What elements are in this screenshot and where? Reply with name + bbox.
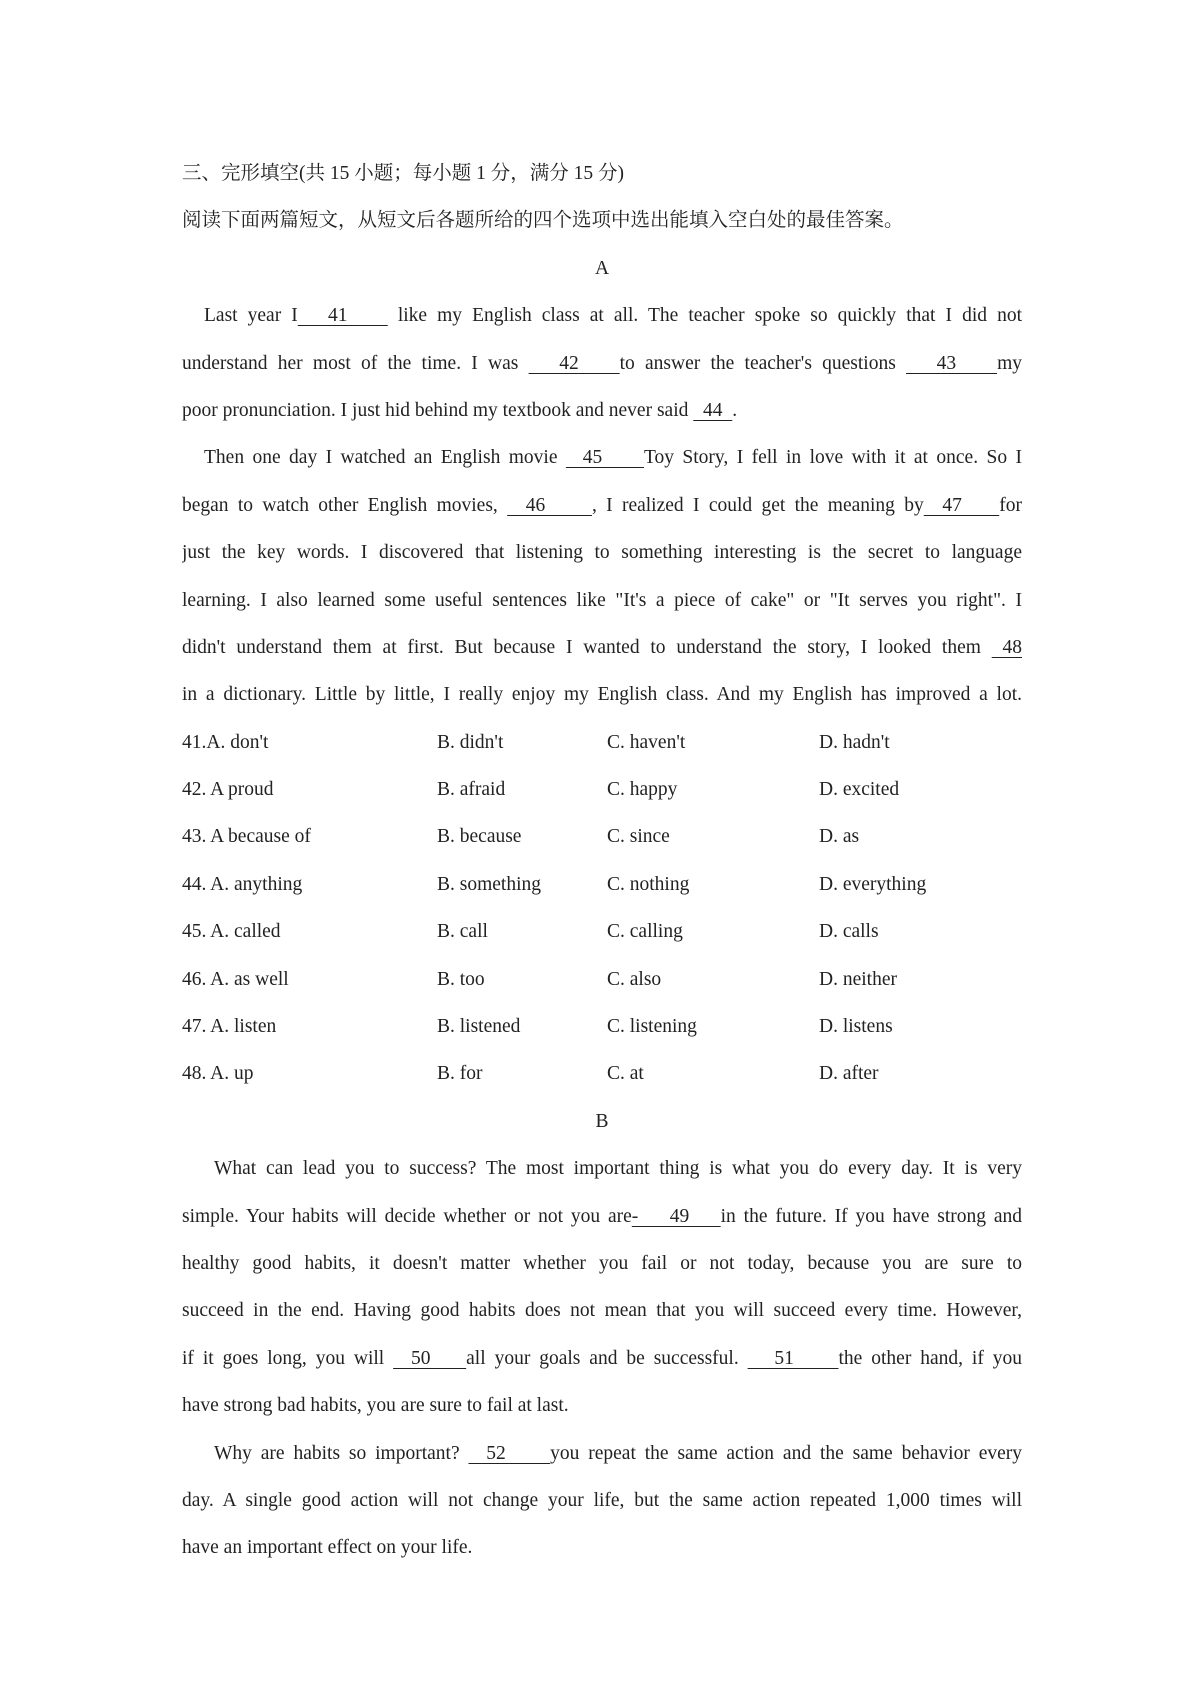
passage-line: [182, 671, 1022, 718]
answer-blank: 51: [747, 1347, 839, 1369]
passage-text: for: [999, 494, 1022, 516]
option-choice: C. happy: [607, 779, 678, 801]
option-choice: 43. A because of: [182, 826, 311, 848]
option-choice: C. also: [607, 968, 662, 990]
option-choice: C. haven't: [607, 731, 686, 753]
passage-line: [182, 1193, 1022, 1240]
answer-blank: 50: [393, 1347, 467, 1369]
option-choice: D. calls: [819, 921, 879, 943]
option-choice: C. nothing: [607, 873, 690, 895]
passage-text: , I realized I could get the meaning by: [591, 494, 924, 516]
passage-text: all your goals and be successful.: [466, 1347, 748, 1369]
passage-text: understand her most of the time. I was: [182, 352, 529, 374]
option-choice: C. listening: [607, 1016, 697, 1038]
option-choice: C. calling: [607, 921, 683, 943]
passage-text: simple. Your habits will decide whether or not you are: [182, 1205, 632, 1227]
option-choice: 47. A. listen: [182, 1016, 277, 1038]
passage-line: [182, 292, 1022, 339]
passage-text: have strong bad habits, you are sure to fail at last.: [182, 1395, 569, 1417]
option-choice: 44. A. anything: [182, 873, 303, 895]
option-choice: 46. A. as well: [182, 968, 289, 990]
passage-text: you repeat the same action and the same behavior every: [550, 1442, 1022, 1464]
passage-text: What can lead you to success? The most important thing is what you do every day. It is very: [214, 1158, 1022, 1180]
passage-text: have an important effect on your life.: [182, 1537, 473, 1559]
passage-a: [182, 292, 1022, 719]
passage-text: healthy good habits, it doesn't matter whether you fail or not today, because you are sure to: [182, 1252, 1022, 1274]
passage-line: [182, 1240, 1022, 1287]
option-choice: D. everything: [819, 873, 927, 895]
passage-text: like my English class at all. The teacher spoke so quickly that I did not: [387, 305, 1022, 327]
passage-line: [182, 1335, 1022, 1382]
passage-line: [182, 1524, 1022, 1571]
passage-text: didn't understand them at first. But because I wanted to understand the story, I looked them: [182, 636, 992, 658]
option-row: [182, 719, 1022, 766]
passage-text: Why are habits so important?: [214, 1442, 469, 1464]
option-choice: B. listened: [437, 1016, 521, 1038]
option-choice: D. as: [819, 826, 860, 848]
answer-blank: 41: [297, 305, 388, 327]
passage-text: succeed in the end. Having good habits does not mean that you will succeed every time. However,: [182, 1300, 1022, 1322]
option-choice: D. excited: [819, 779, 900, 801]
option-choice: B. didn't: [437, 731, 504, 753]
option-choice: 41.A. don't: [182, 731, 269, 753]
passage-line: [182, 1477, 1022, 1524]
passage-text: in a dictionary. Little by little, I really enjoy my English class. And my English has improved a lot.: [182, 684, 1022, 706]
passage-line: [182, 340, 1022, 387]
passage-line: [182, 529, 1022, 576]
passage-text: in the future. If you have strong and: [720, 1205, 1022, 1227]
passage-b-label: B: [595, 1110, 609, 1132]
option-choice: C. since: [607, 826, 670, 848]
passage-line: [182, 1287, 1022, 1334]
passage-text: just the key words. I discovered that listening to something interesting is the secret to language: [182, 542, 1022, 564]
answer-blank: 42: [528, 352, 620, 374]
answer-blank: 46: [507, 494, 592, 516]
passage-a-label: A: [594, 257, 610, 279]
answer-blank: 52: [468, 1442, 551, 1464]
option-choice: D. listens: [819, 1016, 893, 1038]
option-choice: B. something: [437, 873, 542, 895]
option-choice: 42. A proud: [182, 779, 274, 801]
section-title: 三、完形填空(共 15 小题；每小题 1 分，满分 15 分): [182, 163, 624, 184]
passage-text: my: [997, 352, 1022, 374]
option-choice: C. at: [607, 1063, 644, 1085]
instruction-text: 阅读下面两篇短文，从短文后各题所给的四个选项中选出能填入空白处的最佳答案。: [182, 210, 904, 232]
passage-line: [182, 577, 1022, 624]
option-choice: B. for: [437, 1063, 483, 1085]
passage-text: Last year I: [204, 305, 298, 327]
answer-blank: - 49: [631, 1205, 721, 1227]
passage-text: to answer the teacher's questions: [619, 352, 907, 374]
passage-line: [182, 1430, 1022, 1477]
option-row: [182, 908, 1022, 955]
option-row: [182, 813, 1022, 860]
passage-line: [182, 482, 1022, 529]
answer-blank: 48: [991, 636, 1022, 658]
option-row: [182, 766, 1022, 813]
option-row: [182, 956, 1022, 1003]
passage-text: the other hand, if you: [838, 1347, 1022, 1369]
option-choice: 45. A. called: [182, 921, 281, 943]
passage-text: day. A single good action will not change your life, but the same action repeated 1,000 times will: [182, 1489, 1022, 1511]
answer-blank: 45: [565, 447, 644, 469]
passage-b: [182, 1145, 1022, 1572]
passage-line: [182, 1145, 1022, 1192]
passage-text: learning. I also learned some useful sentences like "It's a piece of cake" or "It serves you right". I: [182, 589, 1022, 611]
passage-text: Toy Story, I fell in love with it at once. So I: [643, 447, 1022, 469]
answer-blank: 44: [693, 399, 733, 421]
passage-text: began to watch other English movies,: [182, 494, 508, 516]
passage-text: Then one day I watched an English movie: [204, 447, 566, 469]
option-choice: D. neither: [819, 968, 897, 990]
answer-blank: 43: [906, 352, 998, 374]
option-row: [182, 1003, 1022, 1050]
option-row: [182, 861, 1022, 908]
passage-line: [182, 387, 1022, 434]
option-choice: B. because: [437, 826, 522, 848]
option-choice: D. after: [819, 1063, 879, 1085]
passage-line: [182, 624, 1022, 671]
options-list-a: [182, 719, 1022, 1098]
option-row: [182, 1050, 1022, 1097]
exam-page: [182, 150, 1022, 1572]
option-choice: B. too: [437, 968, 485, 990]
passage-line: [182, 434, 1022, 481]
answer-blank: 47: [923, 494, 1000, 516]
option-choice: D. hadn't: [819, 731, 890, 753]
option-choice: 48. A. up: [182, 1063, 254, 1085]
passage-text: if it goes long, you will: [182, 1347, 394, 1369]
option-choice: B. call: [437, 921, 488, 943]
option-choice: B. afraid: [437, 779, 506, 801]
passage-line: [182, 1382, 1022, 1429]
passage-text: poor pronunciation. I just hid behind my textbook and never said: [182, 399, 694, 421]
passage-text: .: [732, 399, 738, 421]
